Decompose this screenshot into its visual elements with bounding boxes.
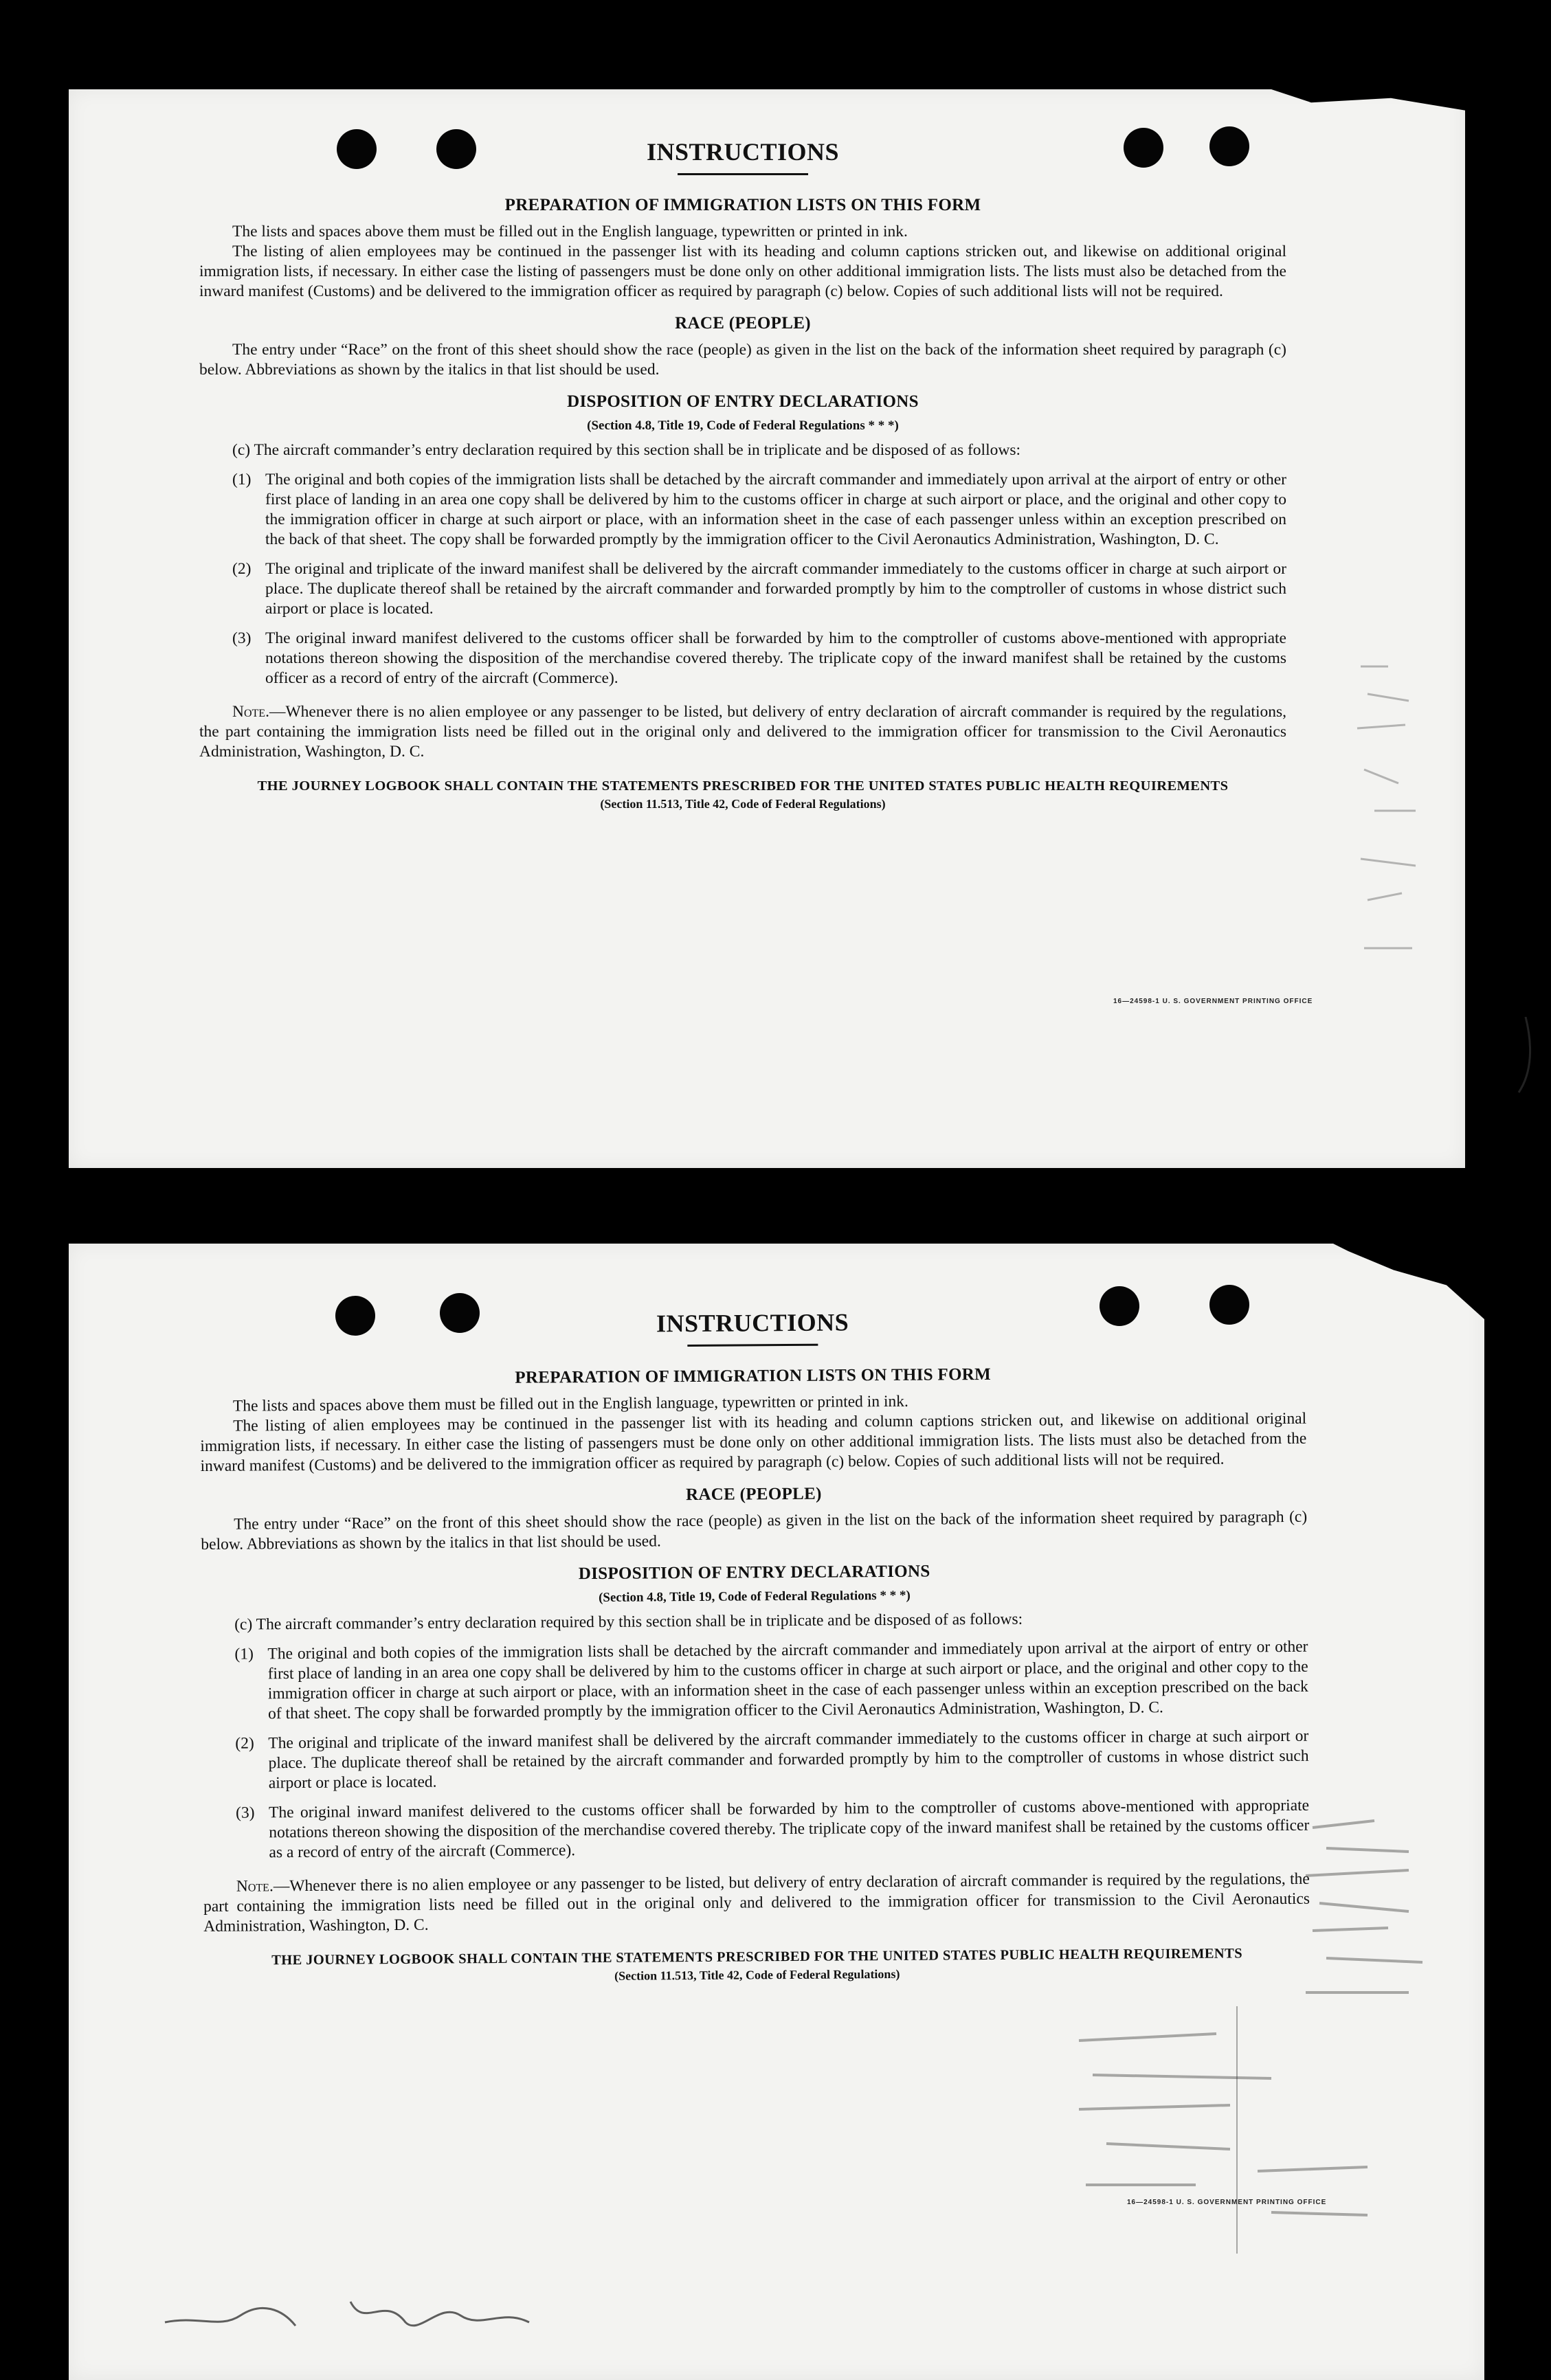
item-number: (1) [234,1645,254,1663]
item-number: (3) [232,629,252,647]
logbook-citation: (Section 11.513, Title 42, Code of Federal Regulations) [614,1966,900,1983]
item-text: The original and triplicate of the inward manifest shall be delivered by the aircraft commander immediately to the customs officer in charge at such airport or place. The duplicate thereof shall be retained by the aircraft commander and forwarded promptly by him to the comptroller of customs in whose district such airport or place is located. [268,1727,1309,1793]
page-title: INSTRUCTIONS [646,138,840,166]
section-heading-disposition: DISPOSITION OF ENTRY DECLARATIONS [578,1562,930,1584]
item-text: The original and triplicate of the inward manifest shall be delivered by the aircraft commander immediately to the customs officer in charge at such airport or place. The duplicate thereof shall be retained by the aircraft commander and forwarded promptly by him to the comptroller of customs in whose district such airport or place is located. [265,560,1286,618]
paragraph-c: (c) The aircraft commander’s entry declaration required by this section shall be in triplicate and be disposed of as follows: [232,441,1020,459]
page-title: INSTRUCTIONS [656,1308,849,1338]
title-rule [678,173,808,175]
paragraph-prep-2: The listing of alien employees may be continued in the passenger list with its heading and column captions stricken out, and likewise on additional original immigration lists, if necessary. In either case the listing of passengers must be done only on other additional immigration lists. The lists must also be detached from the inward manifest (Customs) and be delivered to the immigration officer as required by paragraph (c) below. Copies of such additional lists will not be required. [199,243,1286,300]
regulation-citation: (Section 4.8, Title 19, Code of Federal Regulations * * *) [598,1588,911,1605]
list-item [232,629,1286,688]
item-number: (3) [235,1804,255,1822]
note-label: Note. [236,1877,274,1896]
paragraph-prep-1: The lists and spaces above them must be filled out in the English language, typewritten or printed in ink. [232,1392,908,1415]
logbook-statement: THE JOURNEY LOGBOOK SHALL CONTAIN THE STATEMENTS PRESCRIBED FOR THE UNITED STATES PUBLIC HEALTH REQUIREMENTS [271,1946,1243,1968]
section-heading-disposition: DISPOSITION OF ENTRY DECLARATIONS [567,392,919,411]
item-text: The original and both copies of the immigration lists shall be detached by the aircraft commander and immediately upon arrival at the airport of entry or other first place of landing in an area one copy shall be delivered by him to the customs officer in charge at such airport or place, and the original and other copy to the immigration officer in charge at such airport or place, with an information sheet in the case of each passenger unless within an exception prescribed on the back of that sheet. The copy shall be forwarded promptly by the immigration officer to the Civil Aeronautics Administration, Washington, D. C. [265,471,1286,548]
logbook-citation: (Section 11.513, Title 42, Code of Federal Regulations) [600,797,886,811]
edge-mark [1512,1017,1539,1099]
paragraph-race: The entry under “Race” on the front of this sheet should show the race (people) as given in the list on the back of the information sheet required by paragraph (c) below. Abbreviations as shown by the italics in that list should be used. [199,341,1286,379]
item-text: The original inward manifest delivered to the customs officer shall be forwarded by him to the comptroller of customs above-mentioned with appropriate notations thereon showing the disposition of the merchandise covered thereby. The triplicate copy of the inward manifest shall be retained by the customs officer as a record of entry of the aircraft (Commerce). [268,1796,1310,1862]
instruction-sheet-top [69,89,1465,1168]
regulation-citation: (Section 4.8, Title 19, Code of Federal Regulations * * *) [587,418,899,433]
torn-corner [1333,1244,1484,1319]
title-rule [687,1344,818,1347]
paragraph-prep-2: The listing of alien employees may be continued in the passenger list with its heading and column captions stricken out, and likewise on additional original immigration lists, if necessary. In either case the listing of passengers must be done only on other additional immigration lists. The lists must also be detached from the inward manifest (Customs) and be delivered to the immigration officer as required by paragraph (c) below. Copies of such additional lists will not be required. [200,1409,1307,1475]
list-item [232,559,1286,619]
section-heading-race: RACE (PEOPLE) [685,1484,822,1505]
handwritten-signature [158,2274,543,2350]
item-number: (2) [232,560,252,578]
instructions-content [199,137,1286,811]
note-text: —Whenever there is no alien employee or any passenger to be listed, but delivery of entry declaration of aircraft commander is required by the regulations, the part containing the immigration lists need be filled out in the original only and delivered to the immigration officer for transmission to the Civil Aeronautics Administration, Washington, D. C. [203,1870,1310,1935]
note-label: Note. [232,703,269,721]
item-text: The original and both copies of the immigration lists shall be detached by the aircraft commander and immediately upon arrival at the airport of entry or other first place of landing in an area one copy shall be delivered by him to the customs officer in charge at such airport or place, and the original and other copy to the immigration officer in charge at such airport or place, with an information sheet in the case of each passenger unless within an exception prescribed on the back of that sheet. The copy shall be forwarded promptly by the immigration officer to the Civil Aeronautics Administration, Washington, D. C. [267,1637,1308,1723]
item-number: (2) [235,1734,254,1753]
printer-imprint: 16—24598-1 U. S. GOVERNMENT PRINTING OFFICE [1127,2199,1327,2206]
instruction-sheet-bottom [69,1244,1484,2380]
list-item [232,470,1286,550]
logbook-statement: THE JOURNEY LOGBOOK SHALL CONTAIN THE STATEMENTS PRESCRIBED FOR THE UNITED STATES PUBLIC HEALTH REQUIREMENTS [257,778,1229,794]
note-paragraph [199,702,1286,762]
section-heading-race: RACE (PEOPLE) [675,314,811,333]
section-heading-preparation: PREPARATION OF IMMIGRATION LISTS ON THIS FORM [515,1365,992,1387]
bleed-through-marks [1354,653,1464,1065]
note-text: —Whenever there is no alien employee or any passenger to be listed, but delivery of entry declaration of aircraft commander is required by the regulations, the part containing the immigration lists need be filled out in the original only and delivered to the immigration officer for transmission to the Civil Aeronautics Administration, Washington, D. C. [199,703,1286,761]
paragraph-c: (c) The aircraft commander’s entry declaration required by this section shall be in triplicate and be disposed of as follows: [234,1610,1023,1634]
paragraph-prep-1: The lists and spaces above them must be filled out in the English language, typewritten or printed in ink. [232,223,908,240]
bleed-through-marks [1065,1814,1464,2254]
printer-imprint: 16—24598-1 U. S. GOVERNMENT PRINTING OFFICE [1113,998,1313,1005]
section-heading-preparation: PREPARATION OF IMMIGRATION LISTS ON THIS FORM [504,196,981,214]
paragraph-race: The entry under “Race” on the front of this sheet should show the race (people) as given in the list on the back of the information sheet required by paragraph (c) below. Abbreviations as shown by the italics in that list should be used. [201,1507,1308,1553]
list-item [234,1637,1308,1725]
item-number: (1) [232,471,252,489]
item-text: The original inward manifest delivered to the customs officer shall be forwarded by him to the comptroller of customs above-mentioned with appropriate notations thereon showing the disposition of the merchandise covered thereby. The triplicate copy of the inward manifest shall be retained by the customs officer as a record of entry of the aircraft (Commerce). [265,629,1286,687]
torn-corner [1271,89,1471,111]
list-item [235,1727,1309,1794]
